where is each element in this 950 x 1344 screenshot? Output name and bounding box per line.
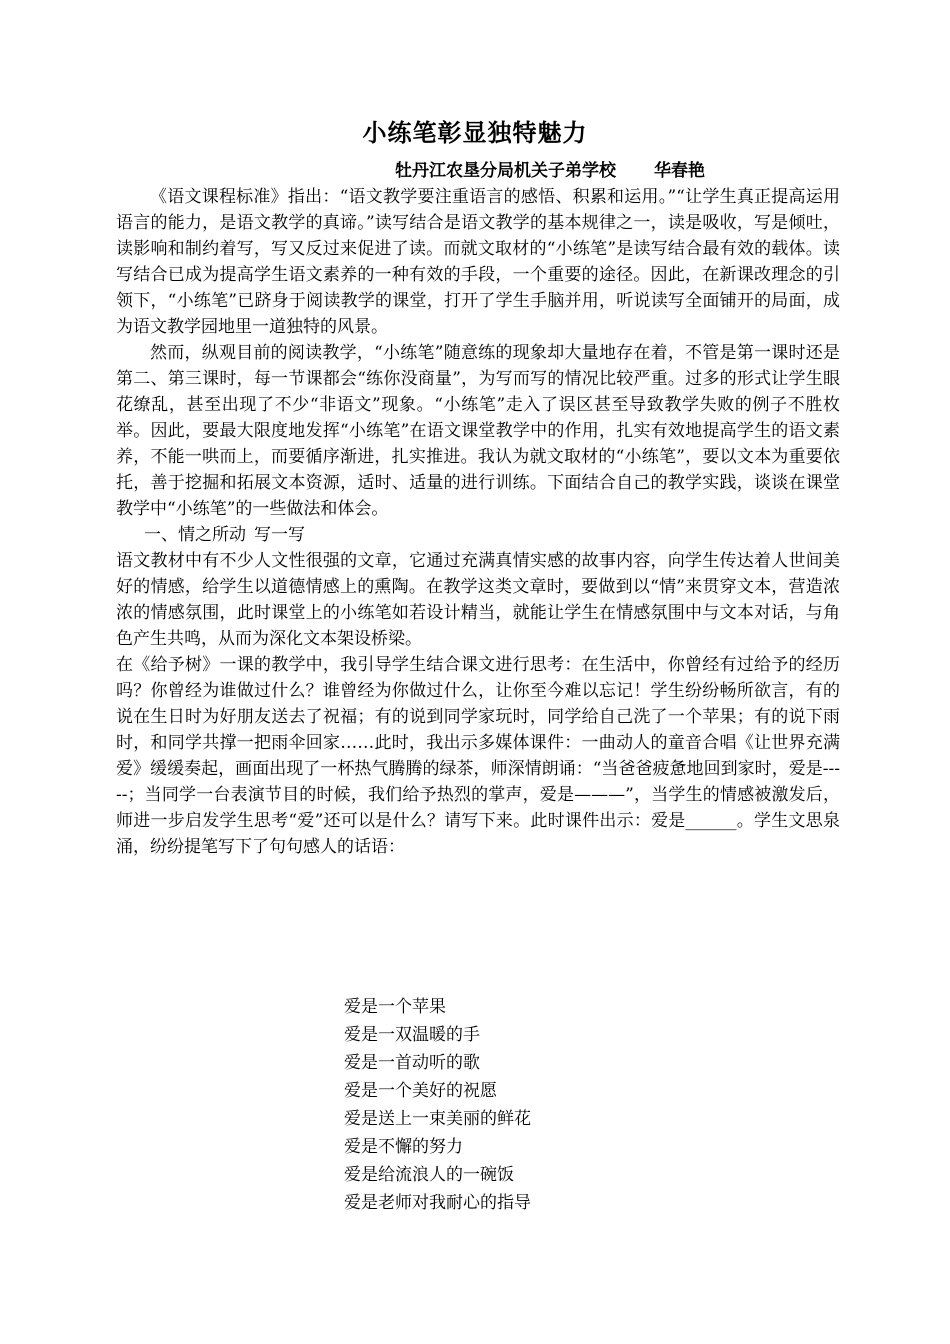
poem-line: 爱是一个美好的祝愿 — [344, 1081, 497, 1101]
poem-line: 爱是一双温暖的手 — [344, 1025, 480, 1045]
byline — [200, 160, 900, 182]
section-heading — [116, 522, 840, 548]
poem-line: 爱是给流浪人的一碗饭 — [344, 1165, 514, 1185]
poem-line: 爱是一个苹果 — [344, 997, 446, 1017]
poem-line: 爱是老师对我耐心的指导 — [344, 1193, 531, 1213]
paragraph-section1-intro: 语文教材中有不少人文性很强的文章，它通过充满真情实感的故事内容，向学生传达着人世间美好的情感，给学生以道德情感上的熏陶。在教学这类文章时，要做到以“情”来贯穿文本，营造浓浓的情感氛围，此时课堂上的小练笔如若设计精当，就能让学生在情感氛围中与文本对话，与角色产生共鸣，从而为深化文本架设桥梁。 — [116, 551, 840, 649]
paragraph-intro: 《语文课程标准》指出：“语文教学要注重语言的感悟、积累和运用。”“让学生真正提高运用语言的能力，是语文教学的真谛。”读写结合是语文教学的基本规律之一，读是吸收，写是倾吐，读影响和制约着写，写又反过来促进了读。而就文取材的“小练笔”是读写结合最有效的载体。读写结合已成为提高学生语文素养的一种有效的手段，一个重要的途径。因此，在新课改理念的引领下，“小练笔”已跻身于阅读教学的课堂，打开了学生手脑并用，听说读写全面铺开的局面，成为语文教学园地里一道独特的风景。 — [116, 187, 840, 337]
paragraph-problem: 然而，纵观目前的阅读教学，“小练笔”随意练的现象却大量地存在着，不管是第一课时还是第二、第三课时，每一节课都会“练你没商量”，为写而写的情况比较严重。过多的形式让学生眼花缭乱，甚至出现了不少“非语文”现象。“小练笔”走入了误区甚至导致教学失败的例子不胜枚举。因此，要最大限度地发挥“小练笔”在语文课堂教学中的作用，扎实有效地提高学生的语文素养，不能一哄而上，而要循序渐进，扎实推进。我认为就文取材的“小练笔”，要以文本为重要依托，善于挖掘和拓展文本资源，适时、适量的进行训练。下面结合自己的教学实践，谈谈在课堂教学中“小练笔”的一些做法和体会。 — [116, 343, 840, 519]
document-title: 小练笔彰显独特魅力 — [362, 118, 588, 147]
poem-line: 爱是一首动听的歌 — [344, 1053, 480, 1073]
byline-author: 华春艳 — [654, 161, 705, 181]
poem-line: 爱是不懈的努力 — [344, 1137, 463, 1157]
section-label: 写一写 — [254, 525, 305, 545]
paragraph-section1-example: 在《给予树》一课的教学中，我引导学生结合课文进行思考：在生活中，你曾经有过给予的经历吗？你曾经为谁做过什么？谁曾经为你做过什么，让你至今难以忘记！学生纷纷畅所欲言，有的说在生日时为好朋友送去了祝福；有的说到同学家玩时，同学给自己洗了一个苹果；有的说下雨时，和同学共撑一把雨伞回家……此时，我出示多媒体课件：一曲动人的童音合唱《让世界充满爱》缓缓奏起，画面出现了一杯热气腾腾的绿茶，师深情朗诵：“当爸爸疲惫地回到家时，爱是-----；当同学一台表演节目的时候，我们给予热烈的掌声，爱是———”，当学生的情感被激发后，师进一步启发学生思考“爱”还可以是什么？请写下来。此时课件出示：爱是______。学生文思泉涌，纷纷提笔写下了句句感人的话语： — [116, 655, 840, 857]
document-body — [116, 184, 840, 860]
poem-list — [344, 993, 744, 1217]
section-number: 一、情之所动 — [144, 525, 246, 545]
byline-school: 牡丹江农垦分局机关子弟学校 — [395, 161, 616, 181]
poem-line: 爱是送上一束美丽的鲜花 — [344, 1109, 531, 1129]
